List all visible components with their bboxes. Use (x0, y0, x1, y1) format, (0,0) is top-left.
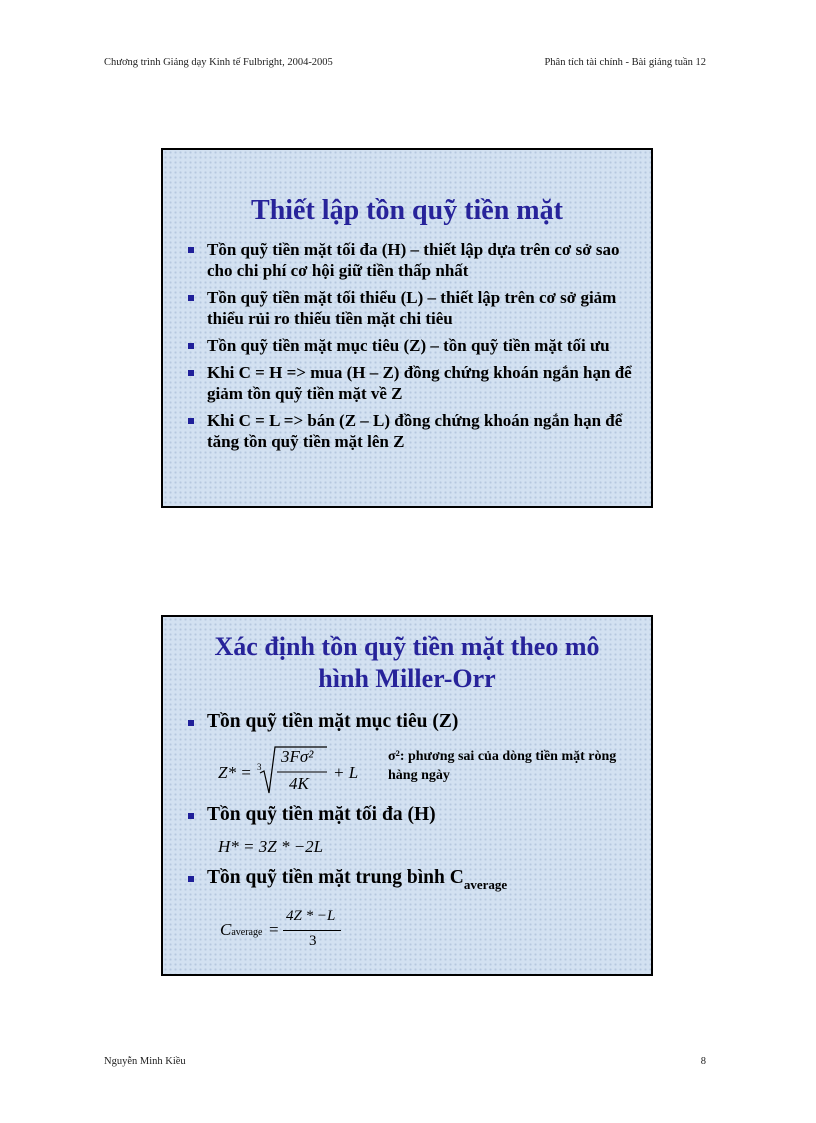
square-bullet-icon (188, 370, 194, 376)
square-bullet-icon (188, 813, 194, 819)
formula-c-numerator: 4Z * −L (286, 908, 336, 924)
page-header-right: Phân tích tài chính - Bài giảng tuần 12 (544, 57, 706, 68)
list-item: Tồn quỹ tiền mặt tối thiểu (L) – thiết lập trên cơ sở giảm thiểu rủi ro thiếu tiền mặt chi tiêu (163, 287, 651, 329)
page-header-left: Chương trình Giảng dạy Kinh tế Fulbright, 2004-2005 (104, 57, 333, 68)
slide-title: Thiết lập tồn quỹ tiền mặt (251, 195, 563, 226)
slide-title-line-1: Xác định tồn quỹ tiền mặt theo mô (214, 632, 600, 661)
bullet-max-balance: Tồn quỹ tiền mặt tối đa (H) (207, 804, 436, 826)
page-number: 8 (700, 1056, 706, 1067)
bullet-target-balance: Tồn quỹ tiền mặt mục tiêu (Z) (207, 711, 458, 733)
formula-z-root-index: 3 (257, 762, 262, 772)
formula-c-lhs: Caverage (220, 920, 263, 939)
list-item: Khi C = H => mua (H – Z) đồng chứng khoán ngắn hạn để giảm tồn quỹ tiền mặt về Z (163, 362, 651, 404)
formula-z-tail: + L (333, 763, 359, 782)
bullet-average-balance: Tồn quỹ tiền mặt trung bình $C_{average}$ (207, 867, 507, 889)
list-item: Tồn quỹ tiền mặt tối đa (H) – thiết lập dựa trên cơ sở sao cho chi phí cơ hội giữ tiền thấp nhất (163, 239, 651, 281)
sigma-squared-note: σ²: phương sai của dòng tiền mặt ròng hàng ngày (388, 749, 617, 783)
formula-c-equals: = (269, 920, 279, 939)
list-item: Tồn quỹ tiền mặt mục tiêu (Z) – tồn quỹ tiền mặt tối ưu (163, 335, 651, 356)
bullet-list (163, 239, 651, 452)
square-bullet-icon (188, 418, 194, 424)
list-item: Khi C = L => bán (Z – L) đồng chứng khoán ngắn hạn để tăng tồn quỹ tiền mặt lên Z (163, 410, 651, 452)
formula-z-lhs: Z* = (218, 763, 252, 782)
slide-title (163, 631, 651, 695)
formula-c-denominator: 3 (309, 933, 317, 949)
square-bullet-icon (188, 247, 194, 253)
formula-max-balance: H* = 3Z * −2L (218, 837, 324, 856)
square-bullet-icon (188, 876, 194, 882)
average-subscript: average (463, 877, 508, 892)
square-bullet-icon (188, 720, 194, 726)
square-bullet-icon (188, 343, 194, 349)
slide-cash-balance-setup (161, 148, 653, 508)
formula-z-numerator: 3Fσ² (281, 747, 314, 766)
slide-title-line-2: hình Miller-Orr (318, 664, 496, 693)
formula-z-denominator: 4K (289, 774, 309, 793)
slide-miller-orr-model (161, 615, 653, 976)
square-bullet-icon (188, 295, 194, 301)
page-footer-author: Nguyễn Minh Kiều (104, 1056, 186, 1067)
fraction-bar (283, 930, 341, 931)
